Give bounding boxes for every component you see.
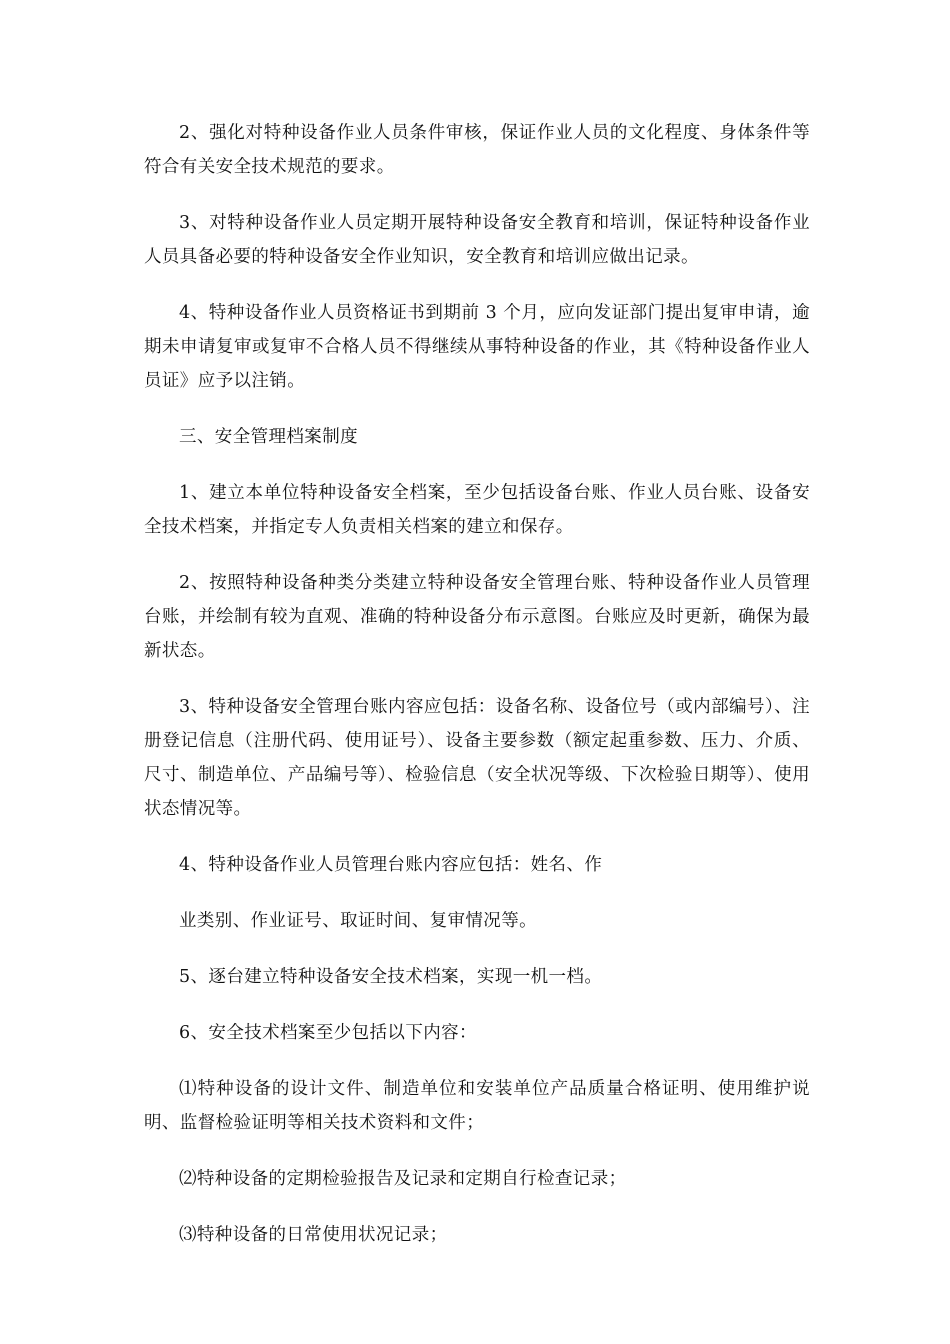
paragraph-one-machine-one-file: 5、逐台建立特种设备安全技术档案，实现一机一档。 [179,967,603,987]
paragraph-certificate-renewal: 4、特种设备作业人员资格证书到期前 3 个月，应向发证部门提出复审申请，逾期未申请复审或复审不合格人员不得继续从事特种设备的作业，其《特种设备作业人员证》应予以注销。 [144,303,810,391]
section-heading-archive-system: 三、安全管理档案制度 [179,427,358,447]
paragraph-operator-training: 3、对特种设备作业人员定期开展特种设备安全教育和培训，保证特种设备作业人员具备必要的特种设备安全作业知识，安全教育和培训应做出记录。 [144,213,810,267]
paragraph-ledger-classification: 2、按照特种设备种类分类建立特种设备安全管理台账、特种设备作业人员管理台账，并绘制有较为直观、准确的特种设备分布示意图。台账应及时更新，确保为最新状态。 [144,573,810,661]
paragraph-operator-ledger-continued: 业类别、作业证号、取证时间、复审情况等。 [179,911,537,931]
paragraph-operator-qualification-review: 2、强化对特种设备作业人员条件审核，保证作业人员的文化程度、身体条件等符合有关安全技术规范的要求。 [144,123,810,177]
list-item-inspection-reports: ⑵特种设备的定期检验报告及记录和定期自行检查记录； [179,1169,627,1189]
list-item-daily-usage-records: ⑶特种设备的日常使用状况记录； [179,1225,448,1245]
document-body [144,116,810,1274]
paragraph-operator-ledger-contents: 4、特种设备作业人员管理台账内容应包括：姓名、作 [179,855,603,875]
paragraph-ledger-contents: 3、特种设备安全管理台账内容应包括：设备名称、设备位号（或内部编号）、注册登记信息（注册代码、使用证号）、设备主要参数（额定起重参数、压力、介质、尺寸、制造单位、产品编号等）、检验信息（安全状况等级、下次检验日期等）、使用状态情况等。 [144,697,810,819]
list-item-design-documents: ⑴特种设备的设计文件、制造单位和安装单位产品质量合格证明、使用维护说明、监督检验证明等相关技术资料和文件； [144,1079,810,1133]
paragraph-safety-archive: 1、建立本单位特种设备安全档案，至少包括设备台账、作业人员台账、设备安全技术档案，并指定专人负责相关档案的建立和保存。 [144,483,810,537]
paragraph-archive-contents-intro: 6、安全技术档案至少包括以下内容： [179,1023,477,1043]
